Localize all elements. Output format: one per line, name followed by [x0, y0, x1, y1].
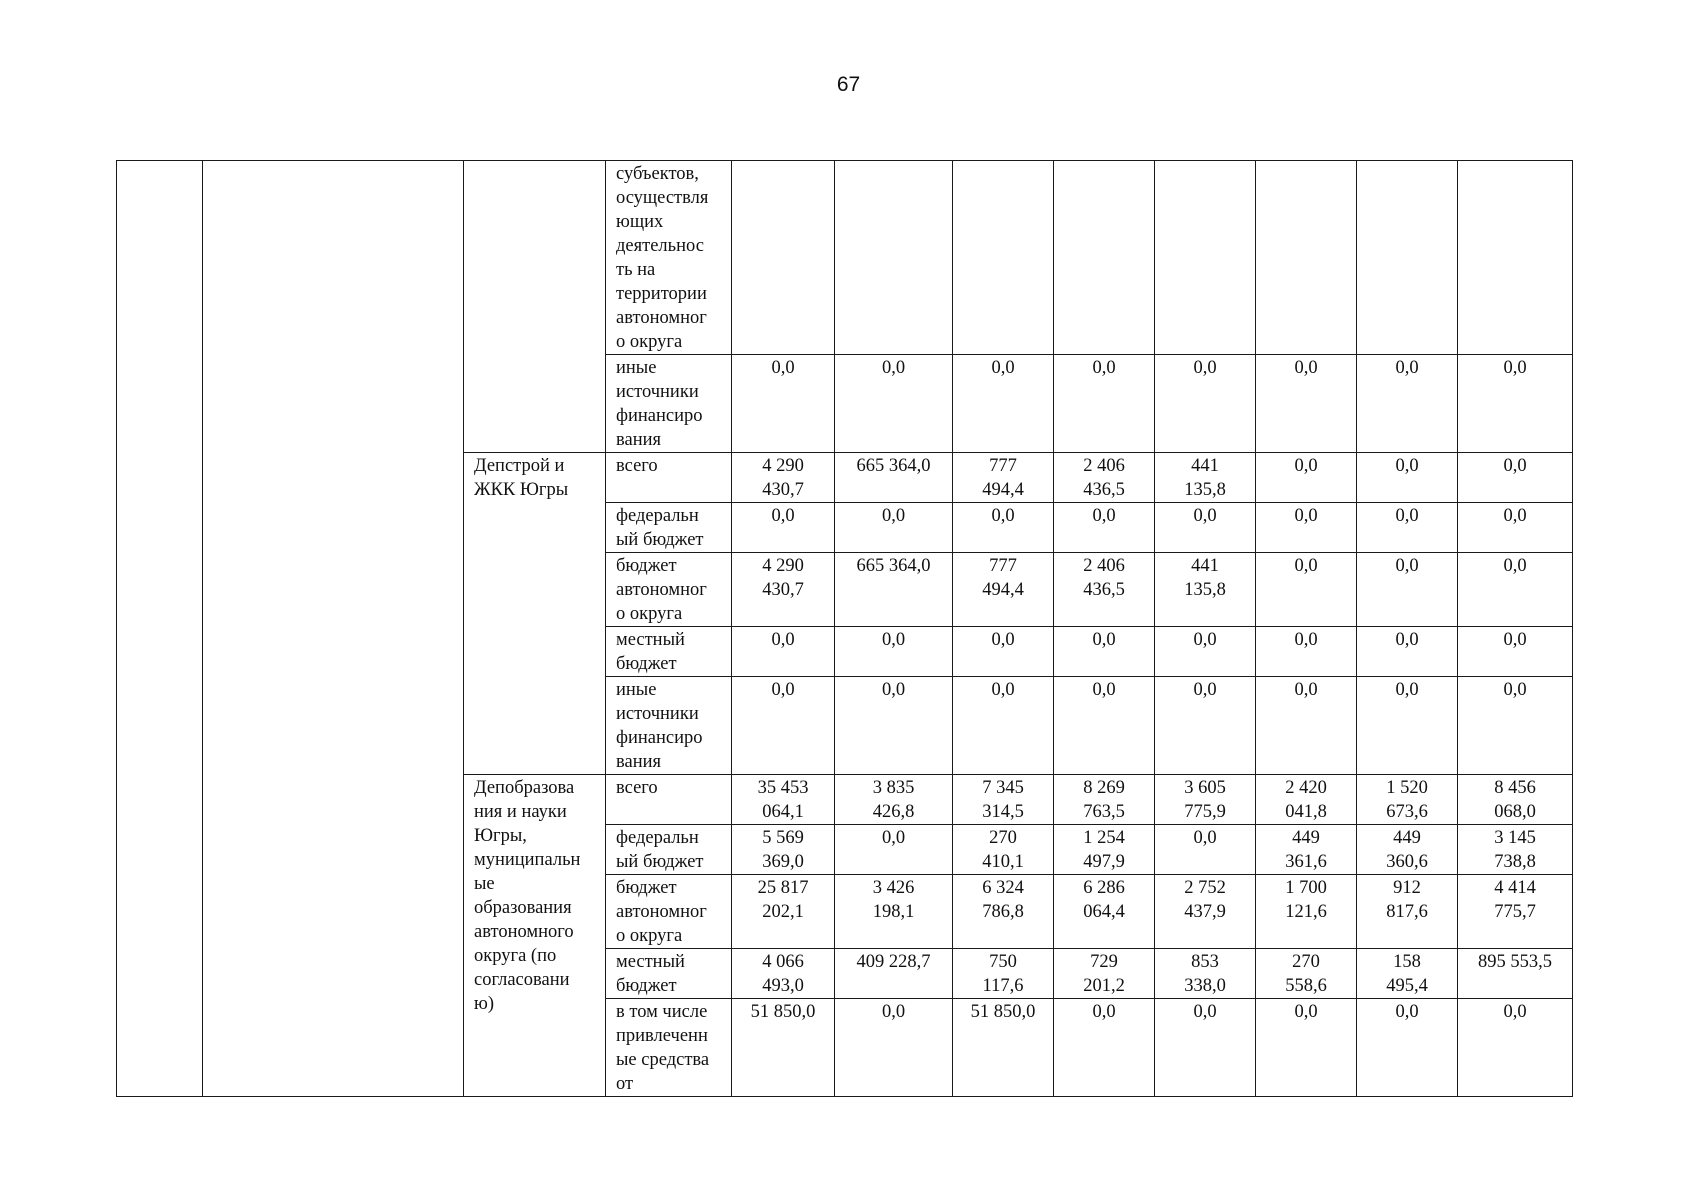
- value-cell-text: 0,0: [1294, 630, 1318, 650]
- source-cell-text: местный бюджет: [616, 630, 685, 674]
- value-cell: [1357, 453, 1458, 503]
- value-cell: [1155, 355, 1256, 453]
- value-cell: [1458, 161, 1573, 355]
- value-cell-text: 270 558,6: [1285, 952, 1327, 996]
- value-cell-text: 0,0: [881, 680, 906, 700]
- executor-cell: [464, 161, 606, 453]
- value-cell: [953, 627, 1054, 677]
- value-cell: [1357, 503, 1458, 553]
- value-cell: [1256, 553, 1357, 627]
- value-cell: [953, 161, 1054, 355]
- value-cell-text: 51 850,0: [970, 1002, 1036, 1022]
- value-cell-text: 0,0: [1193, 1002, 1217, 1022]
- value-cell: [1256, 503, 1357, 553]
- table-body: [117, 161, 1573, 1097]
- value-cell-text: 750 117,6: [982, 952, 1024, 996]
- value-cell: [1054, 453, 1155, 503]
- value-cell: [732, 775, 835, 825]
- value-cell-text: 4 066 493,0: [762, 952, 804, 996]
- value-cell: [1155, 677, 1256, 775]
- value-cell-text: 0,0: [1395, 358, 1419, 378]
- value-cell: [1054, 677, 1155, 775]
- value-cell: [1256, 161, 1357, 355]
- value-cell-text: 270 410,1: [982, 828, 1024, 872]
- value-cell: [835, 161, 953, 355]
- value-cell: [1256, 875, 1357, 949]
- source-cell: [606, 627, 732, 677]
- value-cell: [953, 825, 1054, 875]
- value-cell: [1458, 775, 1573, 825]
- value-cell: [732, 161, 835, 355]
- value-cell: [732, 553, 835, 627]
- executor-cell-text: Депстрой и ЖКК Югры: [474, 456, 569, 500]
- value-cell: [835, 553, 953, 627]
- value-cell: [835, 503, 953, 553]
- budget-table: [116, 160, 1573, 1097]
- value-cell: [1357, 875, 1458, 949]
- value-cell-text: 0,0: [1294, 1002, 1318, 1022]
- value-cell-text: 0,0: [771, 680, 795, 700]
- value-cell: [1458, 875, 1573, 949]
- value-cell: [1458, 627, 1573, 677]
- value-cell-text: 35 453 064,1: [757, 778, 809, 822]
- value-cell: [1054, 875, 1155, 949]
- value-cell: [732, 825, 835, 875]
- value-cell-text: 1 254 497,9: [1083, 828, 1125, 872]
- value-cell-text: 0,0: [1092, 680, 1116, 700]
- source-cell-text: иные источники финансиро вания: [616, 358, 703, 450]
- value-cell-text: 0,0: [1395, 456, 1419, 476]
- source-cell-text: федеральн ый бюджет: [616, 506, 704, 550]
- value-cell: [1155, 949, 1256, 999]
- source-cell: [606, 355, 732, 453]
- value-cell: [1458, 553, 1573, 627]
- value-cell-text: 777 494,4: [982, 556, 1024, 600]
- value-cell-text: 3 145 738,8: [1494, 828, 1536, 872]
- value-cell-text: 895 553,5: [1478, 952, 1552, 972]
- value-cell-text: 729 201,2: [1083, 952, 1125, 996]
- value-cell: [1155, 453, 1256, 503]
- source-cell-text: местный бюджет: [616, 952, 685, 996]
- value-cell-text: 0,0: [1294, 456, 1318, 476]
- value-cell-text: 0,0: [1503, 680, 1527, 700]
- value-cell-text: 0,0: [1294, 506, 1318, 526]
- value-cell: [1155, 875, 1256, 949]
- value-cell-text: 2 752 437,9: [1184, 878, 1226, 922]
- source-cell-text: всего: [616, 456, 658, 476]
- value-cell: [835, 677, 953, 775]
- value-cell: [953, 355, 1054, 453]
- value-cell: [835, 825, 953, 875]
- value-cell-text: 25 817 202,1: [757, 878, 809, 922]
- value-cell: [1054, 825, 1155, 875]
- value-cell: [1357, 161, 1458, 355]
- value-cell: [1357, 355, 1458, 453]
- value-cell-text: 0,0: [1294, 358, 1318, 378]
- source-cell: [606, 553, 732, 627]
- value-cell-text: 0,0: [1503, 630, 1527, 650]
- value-cell: [1357, 677, 1458, 775]
- source-cell: [606, 503, 732, 553]
- value-cell-text: 8 456 068,0: [1494, 778, 1536, 822]
- value-cell: [1054, 949, 1155, 999]
- value-cell: [1458, 949, 1573, 999]
- source-cell: [606, 775, 732, 825]
- value-cell: [1357, 775, 1458, 825]
- value-cell-text: 853 338,0: [1184, 952, 1226, 996]
- source-cell: [606, 161, 732, 355]
- source-cell-text: в том числе привлеченн ые средства от: [616, 1002, 710, 1094]
- source-cell: [606, 453, 732, 503]
- value-cell-text: 5 569 369,0: [762, 828, 804, 872]
- value-cell: [1256, 825, 1357, 875]
- value-cell: [1054, 553, 1155, 627]
- value-cell-text: 0,0: [771, 630, 795, 650]
- value-cell: [1256, 999, 1357, 1097]
- value-cell: [953, 875, 1054, 949]
- value-cell: [732, 677, 835, 775]
- value-cell-text: 0,0: [1503, 1002, 1527, 1022]
- value-cell-text: 0,0: [771, 506, 795, 526]
- value-cell: [1256, 775, 1357, 825]
- value-cell: [1256, 627, 1357, 677]
- value-cell-text: 0,0: [1193, 358, 1217, 378]
- value-cell: [1054, 355, 1155, 453]
- value-cell-text: 3 835 426,8: [872, 778, 915, 822]
- value-cell: [1458, 999, 1573, 1097]
- value-cell-text: 0,0: [1193, 630, 1217, 650]
- value-cell-text: 0,0: [1503, 456, 1527, 476]
- value-cell-text: 1 520 673,6: [1386, 778, 1428, 822]
- value-cell-text: 665 364,0: [856, 556, 931, 576]
- value-cell: [1054, 503, 1155, 553]
- value-cell-text: 0,0: [1395, 1002, 1419, 1022]
- value-cell-text: 3 426 198,1: [872, 878, 915, 922]
- value-cell-text: 2 406 436,5: [1083, 456, 1125, 500]
- value-cell: [1155, 161, 1256, 355]
- value-cell-text: 0,0: [1193, 828, 1217, 848]
- value-cell-text: 0,0: [881, 358, 906, 378]
- value-cell: [835, 875, 953, 949]
- value-cell-text: 2 420 041,8: [1285, 778, 1327, 822]
- value-cell: [732, 503, 835, 553]
- source-cell: [606, 949, 732, 999]
- value-cell: [953, 775, 1054, 825]
- value-cell-text: 0,0: [991, 506, 1015, 526]
- value-cell-text: 4 414 775,7: [1494, 878, 1536, 922]
- value-cell: [1256, 677, 1357, 775]
- value-cell-text: 0,0: [1092, 358, 1116, 378]
- value-cell: [1256, 355, 1357, 453]
- value-cell: [835, 949, 953, 999]
- value-cell: [1458, 453, 1573, 503]
- value-cell-text: 0,0: [1503, 358, 1527, 378]
- value-cell-text: 409 228,7: [856, 952, 931, 972]
- value-cell: [1357, 627, 1458, 677]
- value-cell-text: 6 286 064,4: [1083, 878, 1125, 922]
- value-cell-text: 449 360,6: [1386, 828, 1428, 872]
- source-cell-text: иные источники финансиро вания: [616, 680, 703, 772]
- value-cell: [1357, 825, 1458, 875]
- value-cell-text: 0,0: [1395, 506, 1419, 526]
- value-cell: [1155, 775, 1256, 825]
- value-cell-text: 0,0: [1395, 556, 1419, 576]
- value-cell-text: 8 269 763,5: [1083, 778, 1125, 822]
- value-cell: [1155, 503, 1256, 553]
- value-cell-text: 0,0: [1503, 556, 1527, 576]
- value-cell: [1458, 503, 1573, 553]
- table-row: [117, 161, 1573, 355]
- value-cell-text: 0,0: [881, 630, 906, 650]
- value-cell-text: 0,0: [1503, 506, 1527, 526]
- value-cell-text: 51 850,0: [750, 1002, 816, 1022]
- source-cell-text: бюджет автономног о округа: [616, 556, 707, 624]
- value-cell: [1357, 553, 1458, 627]
- value-cell: [953, 503, 1054, 553]
- source-cell-text: субъектов, осуществля ющих деятельнос ть на территории автономног о округа: [616, 164, 709, 352]
- value-cell-text: 441 135,8: [1184, 456, 1226, 500]
- source-cell: [606, 825, 732, 875]
- value-cell-text: 0,0: [1092, 630, 1116, 650]
- value-cell: [1458, 677, 1573, 775]
- value-cell: [732, 999, 835, 1097]
- value-cell-text: 2 406 436,5: [1083, 556, 1125, 600]
- value-cell: [835, 775, 953, 825]
- value-cell-text: 777 494,4: [982, 456, 1024, 500]
- value-cell-text: 912 817,6: [1386, 878, 1428, 922]
- value-cell: [1054, 627, 1155, 677]
- value-cell-text: 0,0: [881, 506, 906, 526]
- value-cell: [1458, 825, 1573, 875]
- value-cell: [732, 627, 835, 677]
- executor-cell: [464, 775, 606, 1097]
- value-cell-text: 158 495,4: [1386, 952, 1428, 996]
- measure-cell: [203, 161, 464, 1097]
- value-cell: [835, 627, 953, 677]
- value-cell-text: 6 324 786,8: [982, 878, 1024, 922]
- value-cell: [1054, 775, 1155, 825]
- value-cell: [953, 553, 1054, 627]
- value-cell-text: 0,0: [1092, 506, 1116, 526]
- value-cell: [732, 949, 835, 999]
- value-cell: [1054, 161, 1155, 355]
- value-cell-text: 4 290 430,7: [762, 456, 804, 500]
- value-cell-text: 0,0: [1193, 680, 1217, 700]
- value-cell: [953, 999, 1054, 1097]
- value-cell-text: 0,0: [1193, 506, 1217, 526]
- value-cell-text: 441 135,8: [1184, 556, 1226, 600]
- value-cell: [1256, 949, 1357, 999]
- value-cell: [1054, 999, 1155, 1097]
- value-cell-text: 0,0: [881, 1002, 906, 1022]
- value-cell-text: 4 290 430,7: [762, 556, 804, 600]
- value-cell-text: 0,0: [1294, 680, 1318, 700]
- value-cell-text: 665 364,0: [856, 456, 931, 476]
- value-cell: [1458, 355, 1573, 453]
- value-cell-text: 0,0: [771, 358, 795, 378]
- source-cell-text: всего: [616, 778, 658, 798]
- source-cell-text: бюджет автономног о округа: [616, 878, 707, 946]
- value-cell-text: 7 345 314,5: [982, 778, 1024, 822]
- value-cell-text: 0,0: [991, 358, 1015, 378]
- value-cell: [1155, 553, 1256, 627]
- page-number: 67: [836, 73, 861, 96]
- value-cell: [953, 453, 1054, 503]
- value-cell: [953, 677, 1054, 775]
- value-cell: [1357, 949, 1458, 999]
- value-cell: [732, 453, 835, 503]
- executor-cell: [464, 453, 606, 775]
- value-cell: [1357, 999, 1458, 1097]
- value-cell: [1155, 627, 1256, 677]
- value-cell: [835, 453, 953, 503]
- value-cell: [1155, 999, 1256, 1097]
- value-cell-text: 1 700 121,6: [1285, 878, 1327, 922]
- value-cell-text: 0,0: [1294, 556, 1318, 576]
- source-cell: [606, 677, 732, 775]
- value-cell: [953, 949, 1054, 999]
- source-cell: [606, 875, 732, 949]
- executor-cell-text: Депобразова ния и науки Югры, муниципальн ые образования автономного округа (по согласовани ю): [474, 778, 581, 1014]
- value-cell: [835, 355, 953, 453]
- value-cell: [835, 999, 953, 1097]
- number-cell: [117, 161, 203, 1097]
- value-cell-text: 0,0: [881, 828, 906, 848]
- value-cell-text: 449 361,6: [1285, 828, 1327, 872]
- value-cell-text: 0,0: [991, 630, 1015, 650]
- source-cell: [606, 999, 732, 1097]
- value-cell: [732, 355, 835, 453]
- value-cell: [732, 875, 835, 949]
- value-cell-text: 0,0: [1395, 630, 1419, 650]
- value-cell: [1155, 825, 1256, 875]
- value-cell-text: 0,0: [1092, 1002, 1116, 1022]
- value-cell-text: 0,0: [1395, 680, 1419, 700]
- value-cell-text: 0,0: [991, 680, 1015, 700]
- value-cell-text: 3 605 775,9: [1184, 778, 1226, 822]
- value-cell: [1256, 453, 1357, 503]
- source-cell-text: федеральн ый бюджет: [616, 828, 704, 872]
